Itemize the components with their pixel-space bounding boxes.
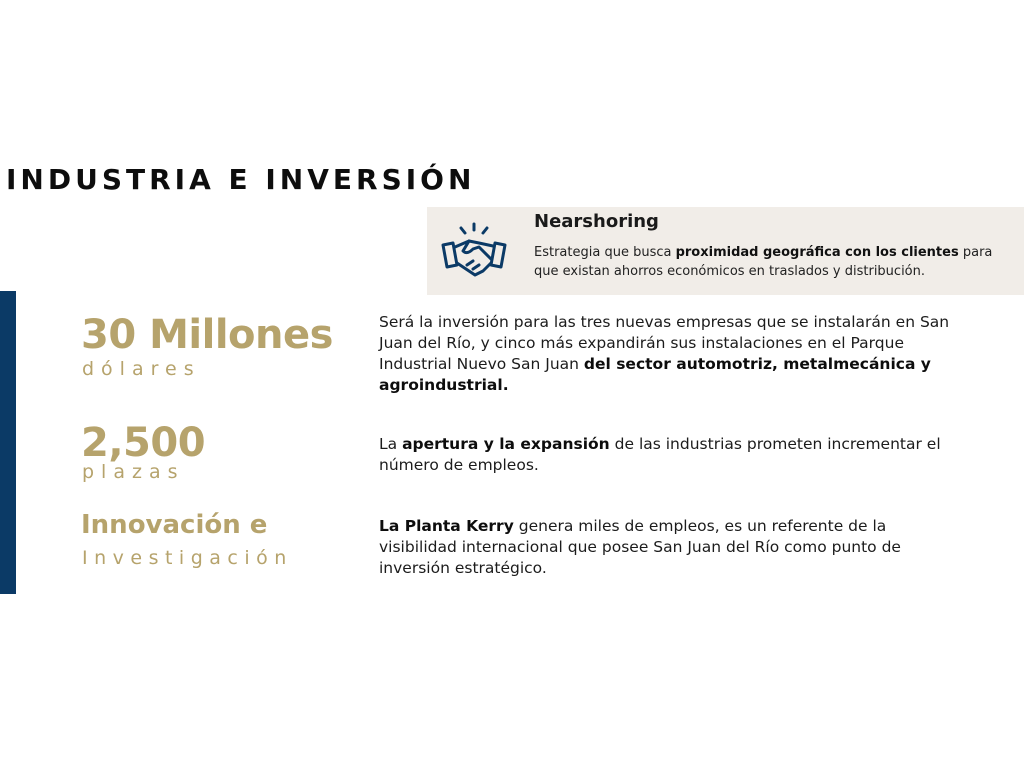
stat-jobs-value: 2,500 xyxy=(81,420,206,466)
stat-innovation-title: Innovación e xyxy=(81,510,268,540)
stat-innovation-description: La Planta Kerry genera miles de empleos, es un referente de la visibilidad internacional que posee San Juan del Río como punto de inversión estratégico. xyxy=(379,517,901,577)
nearshoring-title: Nearshoring xyxy=(534,211,659,232)
nearshoring-description: Estrategia que busca proximidad geográfica con los clientes para que existan ahorros económicos en traslados y distribución. xyxy=(534,245,993,279)
stat-investment-value: 30 Millones xyxy=(81,312,333,358)
stat-investment-unit: dólares xyxy=(82,358,201,380)
nearshoring-card xyxy=(427,207,1024,295)
stat-jobs-description: La apertura y la expansión de las industrias prometen incrementar el número de empleos. xyxy=(379,435,941,474)
page-title: INDUSTRIA E INVERSIÓN xyxy=(6,163,476,196)
stat-investment-description: Será la inversión para las tres nuevas empresas que se instalarán en San Juan del Río, y cinco más expandirán sus instalaciones en el Parque Industrial Nuevo San Juan del sector automotriz, metalmecánica y agroindustrial. xyxy=(379,313,950,394)
stat-jobs-unit: plazas xyxy=(82,461,185,483)
stat-innovation-subtitle: Investigación xyxy=(82,547,293,569)
handshake-icon xyxy=(439,221,509,283)
accent-bar xyxy=(0,291,16,594)
